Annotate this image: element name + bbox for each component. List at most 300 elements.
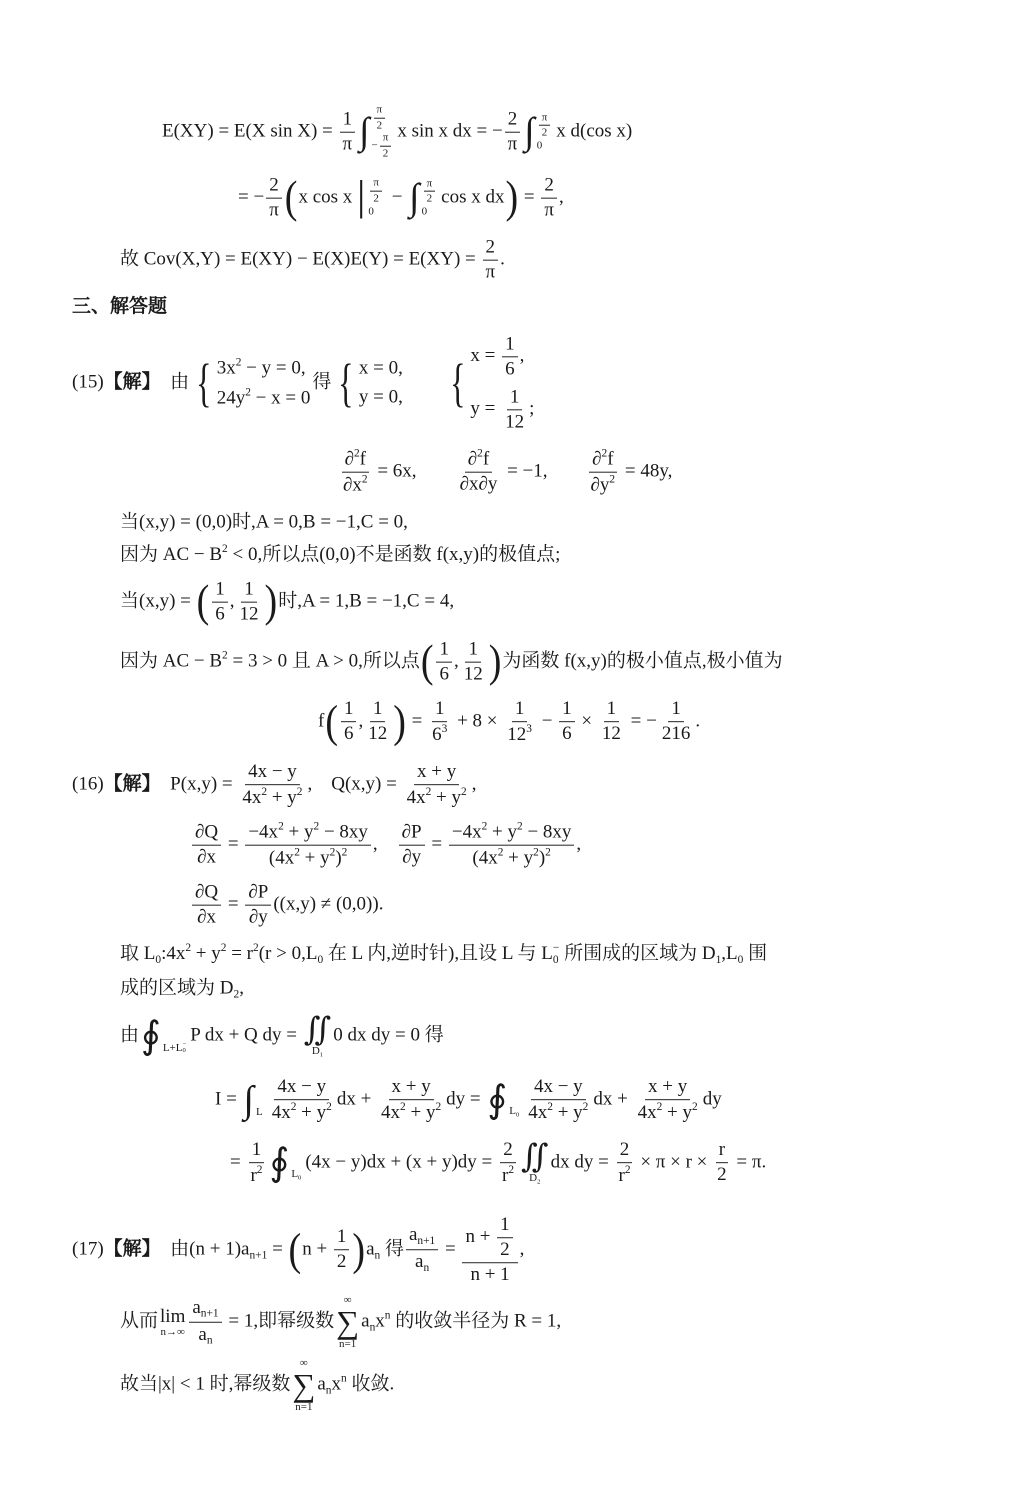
- fraction: [588, 448, 619, 497]
- math-text: dx +: [593, 1088, 633, 1110]
- denominator: [237, 603, 262, 626]
- math-text: + y: [299, 847, 330, 869]
- denominator: [412, 1251, 432, 1276]
- fraction: [370, 177, 382, 205]
- subscript: n: [374, 1249, 381, 1262]
- operator: [524, 111, 554, 152]
- superscript: −: [552, 942, 560, 955]
- math-text: x =: [470, 345, 501, 367]
- math-text: 2: [619, 1139, 630, 1161]
- superscript: 2: [296, 786, 303, 799]
- denominator: [246, 906, 271, 929]
- system-rows: [217, 356, 311, 410]
- eq-covariance: [120, 237, 505, 284]
- upper-limit: [368, 177, 384, 205]
- math-text: 0: [421, 205, 428, 218]
- math-text: 1: [336, 1226, 347, 1248]
- math-text: 围: [743, 943, 768, 965]
- math-text: 1: [509, 386, 520, 407]
- math-text: ((x,y) ≠ (0,0)).: [273, 893, 384, 915]
- math-text: 6: [432, 723, 442, 745]
- bold-label: 三、解答题: [72, 295, 168, 318]
- superscript: 2: [329, 846, 336, 859]
- math-text: 24y: [216, 386, 246, 408]
- math-text: 故 Cov(X,Y) = E(XY) − E(X)E(Y) = E(XY) =: [120, 248, 481, 270]
- numerator: [266, 175, 282, 199]
- fraction: [341, 699, 357, 746]
- denominator: [483, 261, 499, 284]
- math-text: 当(x,y) =: [120, 590, 196, 612]
- fraction: [539, 111, 551, 139]
- math-text: 由(n + 1)a: [151, 1238, 250, 1260]
- problem-16-integral: [215, 1076, 722, 1124]
- system-row: [470, 386, 534, 433]
- problem-17-recurrence: [72, 1214, 524, 1286]
- numerator: [389, 1076, 434, 1100]
- superscript: 2: [609, 473, 616, 486]
- subscript: n: [325, 1384, 332, 1397]
- lower-limit: [163, 1042, 186, 1055]
- math-text: 2: [269, 174, 279, 196]
- math-text: n=1: [339, 1338, 357, 1351]
- numerator: [604, 699, 620, 723]
- problem-16-partials: [190, 821, 581, 870]
- fraction: [504, 698, 535, 746]
- math-text: π: [426, 177, 433, 190]
- math-text: ∂y: [402, 846, 422, 868]
- operator: [409, 177, 439, 218]
- math-text: + y: [552, 1101, 583, 1123]
- subscript: n+1: [417, 1235, 436, 1248]
- superscript: 2: [656, 1101, 663, 1114]
- fraction: [462, 1214, 517, 1286]
- math-text: =: [267, 1238, 288, 1260]
- subscript: 2: [537, 1178, 541, 1186]
- system-row: [470, 333, 534, 380]
- superscript: 2: [222, 543, 228, 556]
- math-text: ,: [229, 590, 235, 612]
- denominator: [502, 357, 518, 380]
- lower-limit: [161, 1325, 185, 1337]
- math-text: + y: [296, 1101, 327, 1123]
- math-text: ;: [529, 397, 535, 419]
- denominator: [541, 199, 557, 222]
- math-text: 2: [507, 108, 518, 130]
- fraction: [497, 1214, 513, 1261]
- math-text: + y: [267, 786, 297, 808]
- subscript: 1: [319, 1051, 324, 1059]
- math-text: −: [536, 710, 558, 732]
- lower-limit: [368, 206, 384, 219]
- math-text: :4x: [161, 943, 186, 965]
- math-text: ×: [576, 710, 597, 732]
- system-rows: [470, 333, 534, 432]
- fraction: [599, 699, 624, 746]
- system-rows: [359, 357, 403, 409]
- math-text: =: [519, 186, 540, 208]
- lower-limit: [312, 1045, 323, 1059]
- superscript: 2: [582, 1101, 589, 1114]
- denominator: [194, 846, 219, 869]
- math-text: × π × r ×: [635, 1151, 713, 1173]
- superscript: 2: [477, 448, 483, 461]
- math-text: n=1: [295, 1401, 313, 1414]
- fraction: [378, 1076, 444, 1124]
- denominator: [424, 192, 436, 206]
- numerator: [497, 1214, 513, 1238]
- numerator: [374, 104, 386, 119]
- math-text: − x = 0: [250, 386, 311, 408]
- numerator: [668, 699, 684, 723]
- operator-symbol: ∫: [409, 177, 420, 219]
- bold-label: 【解】: [103, 1237, 152, 1260]
- math-text: = 1,即幂级数: [223, 1310, 335, 1332]
- operator: [487, 1081, 521, 1119]
- section-heading: [72, 295, 167, 319]
- denominator: [588, 473, 619, 497]
- math-text: π: [544, 199, 554, 221]
- math-text: (17): [72, 1238, 104, 1260]
- superscript: 2: [235, 356, 242, 369]
- large-paren: ): [505, 172, 519, 224]
- math-text: = −: [238, 186, 265, 208]
- math-text: y = 0,: [358, 385, 403, 407]
- math-text: 1: [671, 698, 681, 720]
- math-text: x: [331, 1373, 341, 1395]
- math-text: 2: [376, 119, 383, 132]
- fraction: [714, 1140, 730, 1187]
- math-text: + y: [503, 847, 534, 869]
- math-text: P(x,y) =: [151, 773, 238, 795]
- problem-16-equality: [190, 882, 383, 929]
- math-text: π: [507, 133, 518, 155]
- fraction: [502, 386, 527, 433]
- denominator: [399, 846, 424, 869]
- numerator: [189, 1296, 221, 1322]
- superscript: 2: [692, 1101, 698, 1114]
- math-text: P dx + Q dy =: [190, 1024, 302, 1046]
- fraction: [505, 109, 521, 156]
- math-text: x cos x: [298, 186, 358, 208]
- math-text: x d(cos x): [556, 120, 633, 142]
- denominator: [374, 118, 386, 132]
- math-text: 1: [606, 698, 617, 720]
- math-text: 6: [505, 358, 515, 380]
- math-text: n→∞: [160, 1325, 185, 1338]
- operator-symbol: ∬: [521, 1138, 549, 1175]
- numerator: [342, 448, 369, 473]
- math-text: 1: [514, 698, 525, 720]
- math-text: + y: [283, 821, 314, 843]
- math-text: 3x: [216, 357, 236, 379]
- superscript: 2: [222, 649, 228, 662]
- math-text: dy: [702, 1088, 722, 1110]
- math-text: dx +: [336, 1088, 377, 1110]
- math-text: − 8xy: [319, 821, 368, 843]
- lower-limit: [509, 1105, 519, 1119]
- numerator: [212, 579, 228, 603]
- fraction: [404, 761, 470, 809]
- denominator: [380, 147, 392, 161]
- limits: [535, 111, 555, 152]
- denominator: [461, 663, 486, 686]
- lower-limit: [529, 1172, 540, 1186]
- system-row: [217, 386, 311, 410]
- operator: [521, 1140, 549, 1186]
- denominator: [469, 846, 553, 870]
- superscript: 2: [256, 1164, 263, 1177]
- large-paren: ): [488, 636, 502, 688]
- problem-16-pq: [72, 761, 476, 809]
- superscript: 2: [400, 1101, 406, 1114]
- bar-symbol: |: [357, 174, 366, 221]
- math-text: 1: [251, 1139, 262, 1161]
- fraction: [525, 1076, 591, 1124]
- math-text: π: [382, 132, 389, 144]
- fraction: [266, 175, 282, 222]
- superscript: 2: [278, 820, 284, 833]
- math-text: ): [538, 847, 546, 869]
- numerator: [541, 175, 557, 199]
- fraction: [399, 822, 425, 869]
- fraction: [461, 639, 486, 686]
- denominator: [616, 1163, 634, 1187]
- math-text: −: [371, 139, 378, 152]
- subscript: n: [369, 1321, 376, 1334]
- operator-symbol: ∫: [359, 111, 370, 153]
- limits: [289, 1144, 303, 1182]
- math-text: , Q(x,y) =: [307, 773, 402, 795]
- math-text: ∂Q: [195, 821, 219, 843]
- operator-symbol: ∑: [292, 1366, 316, 1403]
- math-text: a: [192, 1296, 201, 1318]
- denominator: [635, 1100, 701, 1124]
- math-text: ∞: [299, 1356, 308, 1369]
- math-text: 12: [463, 663, 483, 685]
- denominator: [467, 1263, 512, 1286]
- superscript: 2: [435, 1101, 442, 1114]
- bold-label: 【解】: [103, 370, 152, 393]
- math-text: x = 0,: [358, 357, 403, 379]
- system-row: [217, 356, 311, 380]
- problem-17-radius: [120, 1294, 561, 1350]
- superscript: 2: [461, 786, 467, 799]
- math-text: 4x: [637, 1101, 657, 1123]
- math-text: ∂x: [343, 474, 362, 496]
- math-text: 2: [500, 1239, 510, 1261]
- math-text: a: [317, 1373, 326, 1395]
- denominator: [239, 785, 305, 809]
- numerator: [414, 761, 459, 785]
- denominator: [370, 192, 382, 206]
- operator-symbol: ∫: [524, 111, 535, 153]
- large-paren: ): [393, 696, 406, 748]
- eq-expectation-xy: [162, 104, 632, 161]
- math-text: = 6x,: [372, 460, 455, 482]
- superscript: 2: [245, 386, 251, 398]
- math-text: n + 1: [470, 1263, 510, 1285]
- math-text: 4x − y: [277, 1076, 327, 1098]
- math-text: 12: [601, 723, 621, 745]
- subscript: 0: [552, 953, 559, 966]
- fraction: [429, 698, 450, 746]
- fraction: [380, 132, 392, 160]
- math-text: x: [375, 1310, 385, 1332]
- bold-label: 【解】: [103, 772, 152, 795]
- large-paren: (: [288, 1224, 302, 1276]
- math-text: r: [718, 1139, 726, 1161]
- superscript: 2: [547, 1101, 553, 1114]
- math-text: 由: [120, 1024, 140, 1046]
- denominator: [457, 473, 501, 496]
- problem-15-case1-conclusion: [120, 543, 560, 567]
- math-text: ,: [453, 650, 459, 672]
- math-text: 由: [151, 371, 190, 393]
- problem-16-result: [230, 1139, 766, 1187]
- operator: [141, 1017, 188, 1055]
- math-text: 得: [312, 371, 332, 393]
- operator: [359, 104, 395, 161]
- math-text: E(XY) = E(X sin X) =: [162, 120, 338, 142]
- math-text: = 48y,: [620, 460, 673, 482]
- superscript: 2: [533, 846, 539, 859]
- operator-symbol: ∫: [243, 1079, 254, 1121]
- math-text: + y: [662, 1101, 692, 1123]
- superscript: 2: [185, 942, 192, 955]
- math-text: = π.: [731, 1151, 767, 1173]
- math-text: 1: [505, 333, 515, 355]
- math-text: x + y: [417, 761, 457, 783]
- denominator: [195, 1322, 215, 1347]
- math-text: π: [269, 199, 279, 221]
- math-text: 2: [717, 1164, 727, 1186]
- math-text: r: [618, 1164, 625, 1186]
- fraction: [340, 109, 356, 156]
- math-text: x + y: [391, 1076, 431, 1098]
- math-text: a: [361, 1310, 370, 1332]
- operator: [160, 1306, 185, 1337]
- denominator: [505, 133, 521, 156]
- math-text: 0 dx dy = 0 得: [333, 1024, 444, 1046]
- math-text: 1: [244, 578, 254, 600]
- numerator: [380, 132, 392, 147]
- math-text: + y: [487, 821, 517, 843]
- subscript: 2: [233, 988, 240, 1001]
- math-text: 6: [439, 663, 449, 685]
- fraction: [247, 1139, 265, 1187]
- math-text: = −1,: [502, 460, 586, 482]
- operator-symbol: ∬: [303, 1011, 332, 1048]
- math-text: 1: [342, 108, 353, 130]
- numerator: [531, 1076, 586, 1100]
- math-text: 取 L: [120, 943, 156, 965]
- math-text: ,: [519, 1238, 525, 1260]
- equation-system: [191, 353, 311, 413]
- math-text: 故当|x| < 1 时,幂级数: [120, 1373, 291, 1395]
- fraction: [424, 177, 436, 205]
- math-text: 216: [661, 723, 691, 745]
- math-text: x sin x dx = −: [397, 120, 503, 142]
- limits: [370, 104, 396, 161]
- fraction: [457, 448, 501, 496]
- math-text: D: [311, 1045, 320, 1058]
- lower-limit: [422, 206, 438, 219]
- math-text: − y = 0,: [241, 357, 306, 379]
- problem-15-minimum-value: [318, 698, 700, 746]
- large-paren: (: [196, 576, 210, 628]
- math-text: dx dy =: [550, 1151, 614, 1173]
- subscript: n: [423, 1262, 430, 1275]
- problem-16-green: [120, 1013, 444, 1059]
- math-text: 0: [536, 139, 543, 152]
- fraction: [559, 699, 575, 746]
- limits: [161, 1017, 188, 1055]
- math-text: .: [500, 248, 505, 270]
- math-text: + 8 ×: [452, 710, 503, 732]
- fraction: [212, 579, 228, 626]
- denominator: [559, 723, 575, 746]
- numerator: [370, 699, 386, 723]
- system-row: [359, 386, 403, 409]
- math-text: f: [318, 710, 325, 732]
- subscript: 0: [317, 954, 324, 967]
- math-text: 从而: [120, 1310, 159, 1332]
- fraction: [502, 333, 518, 380]
- numerator: [465, 448, 492, 473]
- subscript: 0: [155, 954, 162, 967]
- numerator: [245, 761, 300, 785]
- numerator: [399, 822, 425, 846]
- math-text: ∂: [592, 448, 602, 470]
- math-text: π: [342, 133, 353, 155]
- numerator: [424, 177, 436, 192]
- superscript: 3: [441, 723, 448, 736]
- numerator: [436, 639, 452, 663]
- denominator: [504, 722, 535, 746]
- fraction: [340, 448, 371, 497]
- denominator: [212, 603, 228, 626]
- math-text: r: [502, 1164, 509, 1186]
- math-text: < 0,所以点(0,0)不是函数 f(x,y)的极值点;: [227, 544, 561, 566]
- denominator: [502, 410, 527, 433]
- math-text: ,: [576, 833, 582, 855]
- large-paren: ): [352, 1224, 366, 1276]
- math-text: 1: [372, 698, 383, 720]
- numerator: [192, 822, 221, 846]
- math-text: I =: [215, 1088, 242, 1110]
- denominator: [247, 1163, 265, 1187]
- math-text: a: [415, 1251, 424, 1273]
- math-text: ∂: [467, 449, 478, 471]
- math-text: 1: [343, 698, 354, 720]
- system-row: [359, 357, 403, 380]
- math-text: 2: [336, 1251, 347, 1273]
- denominator: [497, 1238, 513, 1261]
- math-text: (15): [72, 371, 104, 393]
- numerator: [241, 579, 257, 603]
- math-text: a: [366, 1238, 375, 1260]
- numerator: [505, 109, 521, 133]
- limits: [254, 1081, 265, 1119]
- math-text: =: [426, 833, 447, 855]
- fraction: [406, 1224, 438, 1275]
- denominator: [341, 723, 357, 746]
- math-text: f: [359, 448, 366, 470]
- numerator: [245, 882, 271, 906]
- operator: [292, 1357, 315, 1413]
- math-text: ∂x∂y: [459, 473, 498, 495]
- math-text: L+L: [162, 1041, 183, 1054]
